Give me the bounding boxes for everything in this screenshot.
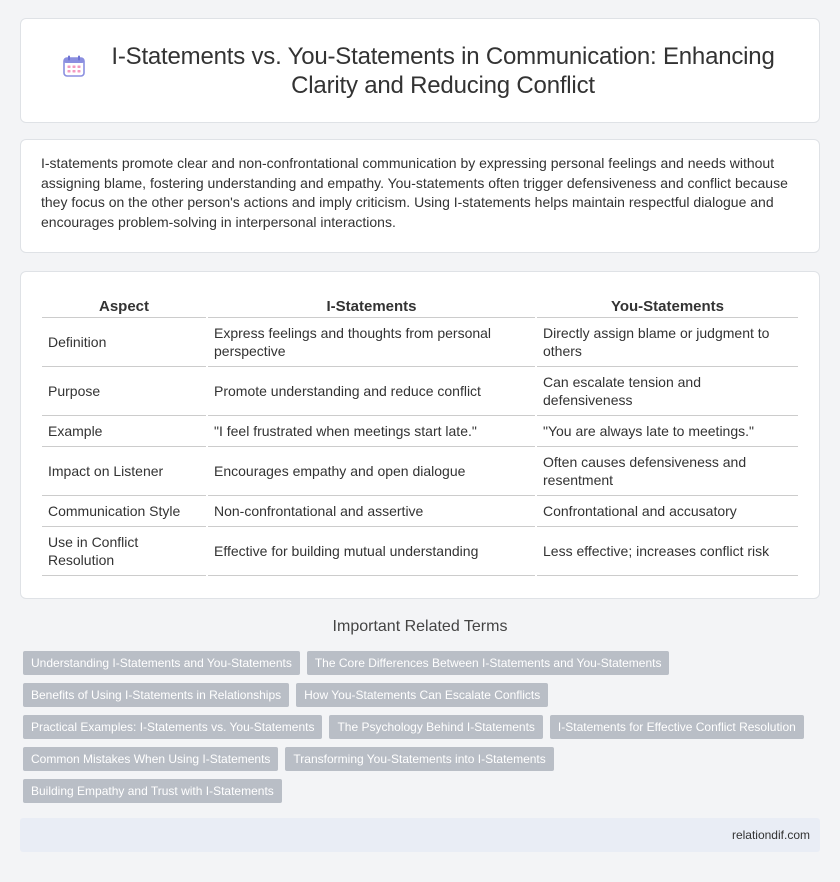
related-terms-list xyxy=(23,651,823,811)
header-inner xyxy=(61,42,779,100)
table-cell: Directly assign blame or judgment to others xyxy=(537,318,798,367)
table-cell: Impact on Listener xyxy=(42,447,206,496)
related-term-tag[interactable]: Transforming You-Statements into I-Statements xyxy=(285,747,553,771)
table-cell: Purpose xyxy=(42,367,206,416)
table-cell: Non-confrontational and assertive xyxy=(208,496,535,527)
table-cell: Definition xyxy=(42,318,206,367)
table-cell: Confrontational and accusatory xyxy=(537,496,798,527)
table-cell: Often causes defensiveness and resentment xyxy=(537,447,798,496)
related-term-tag[interactable]: The Core Differences Between I-Statements and You-Statements xyxy=(307,651,670,675)
table-cell: Communication Style xyxy=(42,496,206,527)
table-cell: Effective for building mutual understanding xyxy=(208,527,535,576)
table-cell: Encourages empathy and open dialogue xyxy=(208,447,535,496)
table-row xyxy=(42,416,798,447)
table-row xyxy=(42,447,798,496)
header-card xyxy=(20,18,820,123)
page-title: I-Statements vs. You-Statements in Communication: Enhancing Clarity and Reducing Conflict xyxy=(111,42,775,99)
header-i-statements: I-Statements xyxy=(208,294,535,318)
related-term-tag[interactable]: I-Statements for Effective Conflict Resolution xyxy=(550,715,804,739)
related-term-tag[interactable]: Common Mistakes When Using I-Statements xyxy=(23,747,278,771)
related-term-tag[interactable]: Understanding I-Statements and You-Statements xyxy=(23,651,300,675)
table-row xyxy=(42,318,798,367)
table-row xyxy=(42,527,798,576)
related-term-tag[interactable]: Practical Examples: I-Statements vs. You-Statements xyxy=(23,715,322,739)
calendar-icon xyxy=(61,53,87,79)
related-term-tag[interactable]: How You-Statements Can Escalate Conflicts xyxy=(296,683,548,707)
table-header-row xyxy=(42,294,798,318)
table-cell: Example xyxy=(42,416,206,447)
related-terms-title: Important Related Terms xyxy=(332,618,508,635)
comparison-table xyxy=(40,294,800,576)
table-cell: Less effective; increases conflict risk xyxy=(537,527,798,576)
footer-site-link[interactable]: relationdif.com xyxy=(731,828,810,842)
related-term-tag[interactable]: The Psychology Behind I-Statements xyxy=(329,715,542,739)
header-you-statements: You-Statements xyxy=(537,294,798,318)
intro-card xyxy=(20,139,820,253)
table-cell: Use in Conflict Resolution xyxy=(42,527,206,576)
table-row xyxy=(42,496,798,527)
footer xyxy=(20,818,820,852)
table-cell: "I feel frustrated when meetings start late." xyxy=(208,416,535,447)
comparison-table-card xyxy=(20,271,820,599)
related-term-tag[interactable]: Building Empathy and Trust with I-Statements xyxy=(23,779,282,803)
intro-text: I-statements promote clear and non-confrontational communication by expressing personal feelings and needs without assigning blame, fostering understanding and empathy. You-statements often trigger defensiveness and conflict because they focus on the other person's actions and imply criticism. Using I-statements helps maintain respectful dialogue and encourages problem-solving in interpersonal interactions. xyxy=(41,155,788,230)
table-cell: Can escalate tension and defensiveness xyxy=(537,367,798,416)
table-cell: "You are always late to meetings." xyxy=(537,416,798,447)
header-aspect: Aspect xyxy=(42,294,206,318)
table-cell: Express feelings and thoughts from personal perspective xyxy=(208,318,535,367)
related-term-tag[interactable]: Benefits of Using I-Statements in Relationships xyxy=(23,683,289,707)
table-row xyxy=(42,367,798,416)
table-cell: Promote understanding and reduce conflict xyxy=(208,367,535,416)
